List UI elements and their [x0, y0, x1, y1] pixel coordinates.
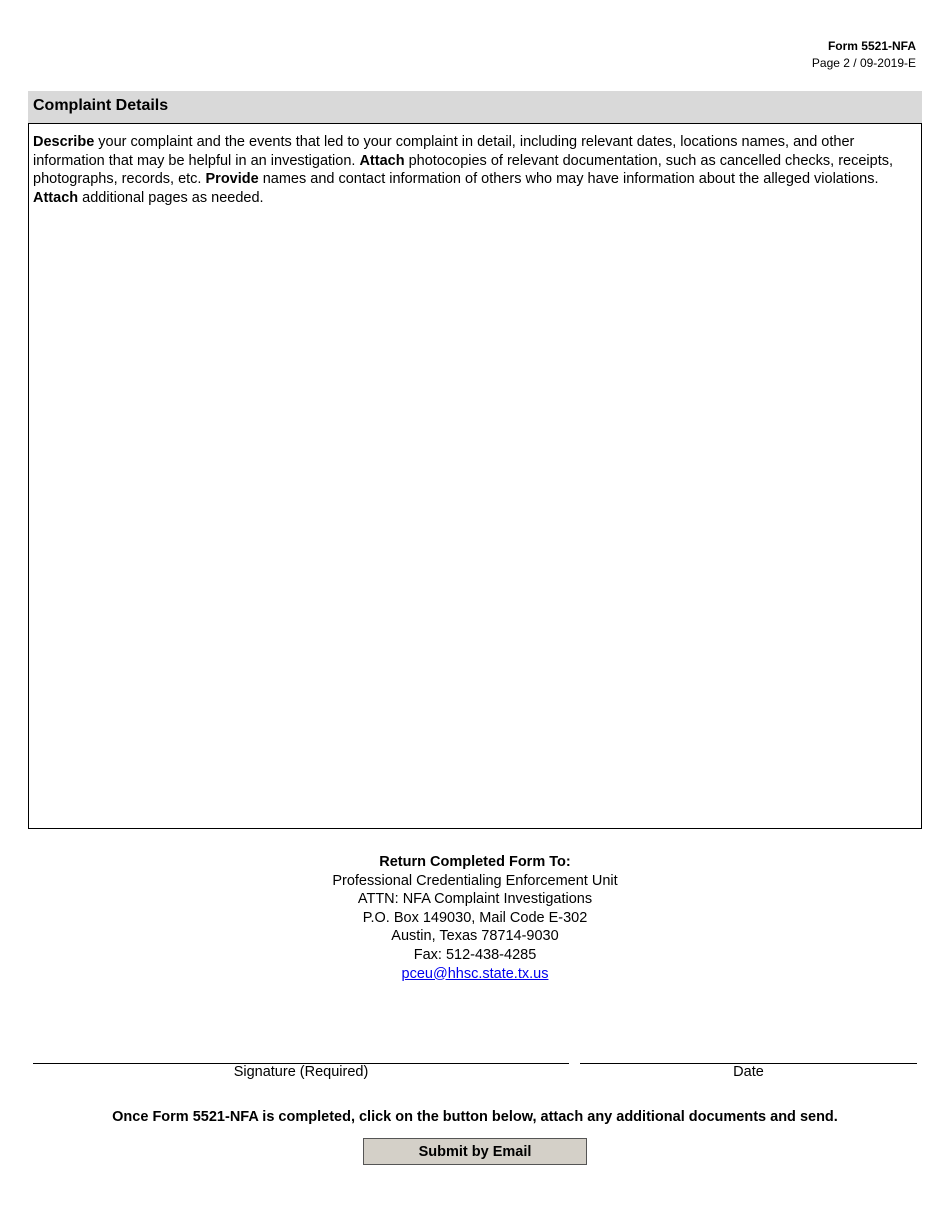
email-link[interactable]: pceu@hhsc.state.tx.us — [401, 965, 549, 982]
return-address — [0, 853, 950, 983]
return-address-title: Return Completed Form To: — [379, 854, 571, 870]
return-address-line: Professional Credentialing Enforcement Unit — [332, 872, 618, 889]
complaint-details-field[interactable] — [33, 211, 913, 821]
return-address-fax: Fax: 512-438-4285 — [413, 946, 537, 963]
submit-instructions: Once Form 5521-NFA is completed, click on the button below, attach any additional documents and send. — [112, 1109, 838, 1125]
instruction-text: your complaint and the events that led to your complaint in detail, including relevant dates, locations names, and other information that may be helpful in an investigation. — [33, 134, 855, 169]
instruction-text: names and contact information of others who may have information about the alleged violations. — [258, 171, 879, 187]
return-address-email-row — [0, 965, 950, 984]
instruction-keyword: Provide — [205, 171, 259, 187]
instruction-keyword: Attach — [33, 189, 79, 206]
page-info: Page 2 / 09-2019-E — [811, 56, 916, 70]
instruction-keyword: Describe — [33, 134, 95, 150]
complaint-instructions — [33, 133, 913, 207]
complaint-details-box — [28, 123, 922, 829]
signature-label: Signature (Required) — [233, 1064, 369, 1080]
return-address-line: Austin, Texas 78714-9030 — [391, 928, 559, 945]
form-number: Form 5521-NFA — [827, 39, 916, 53]
return-address-line: P.O. Box 149030, Mail Code E-302 — [362, 909, 588, 926]
instruction-text: additional pages as needed. — [78, 189, 264, 206]
instruction-keyword: Attach — [359, 152, 405, 169]
return-address-line: ATTN: NFA Complaint Investigations — [357, 891, 593, 908]
submit-by-email-button[interactable]: Submit by Email — [363, 1138, 587, 1165]
signature-field[interactable] — [33, 1040, 573, 1064]
date-field[interactable] — [580, 1040, 921, 1064]
form-header-info — [812, 38, 916, 72]
complaint-details-header: Complaint Details — [28, 91, 922, 123]
instruction-text: photocopies of relevant documentation, such as cancelled checks, receipts, photographs, records, etc. — [33, 152, 894, 187]
date-label: Date — [733, 1064, 764, 1080]
